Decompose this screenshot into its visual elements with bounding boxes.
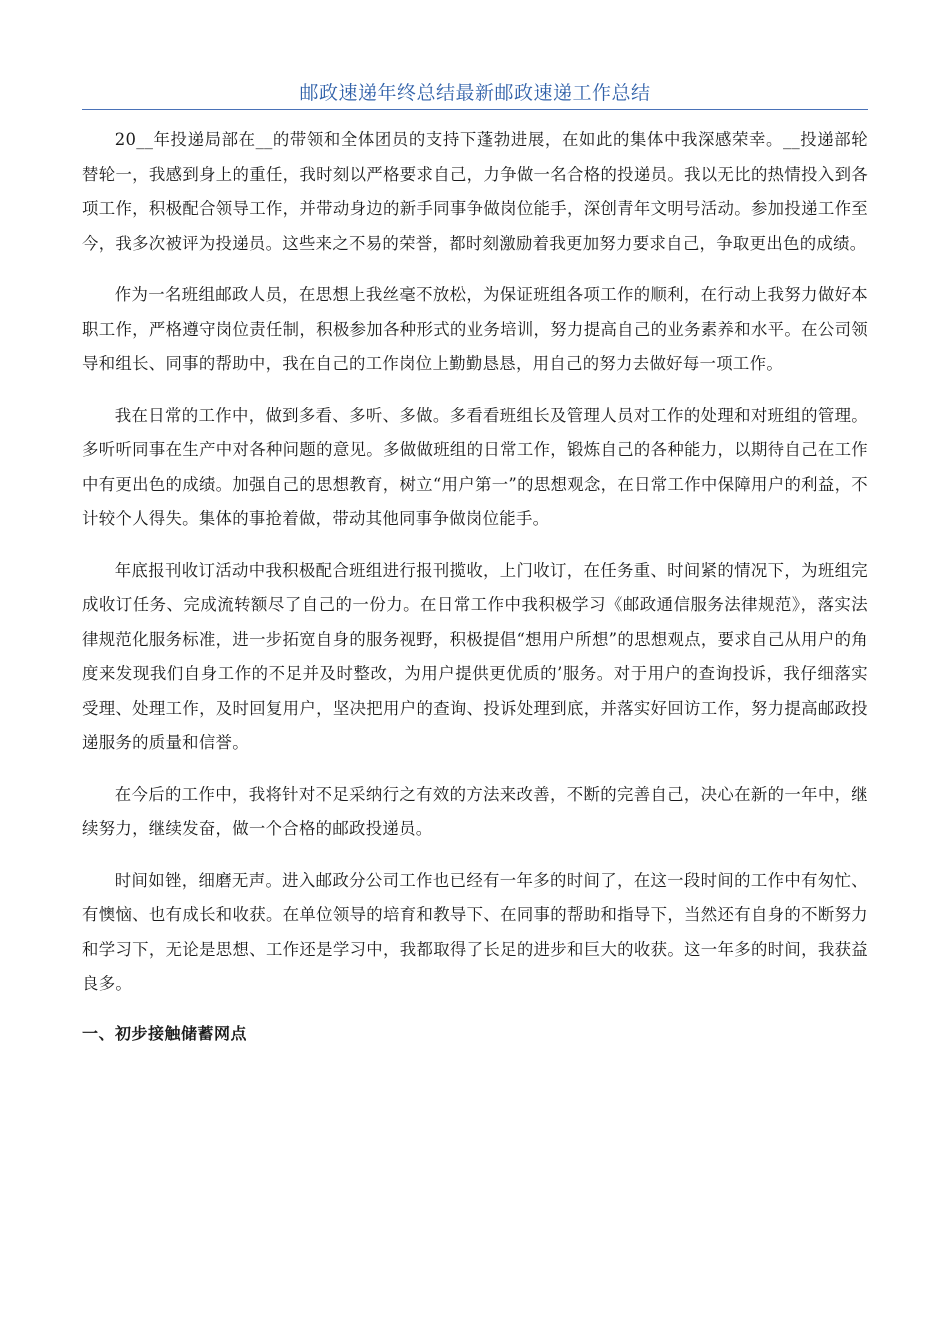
body-paragraph: 20__年投递局部在__的带领和全体团员的支持下蓬勃进展，在如此的集体中我深感荣幸。__投递部轮替轮一，我感到身上的重任，我时刻以严格要求自己，力争做一名合格的投递员。我以无比的热情投入到各项工作，积极配合领导工作，并带动身边的新手同事争做岗位能手，深创青年文明号活动。参加投递工作至今，我多次被评为投递员。这些来之不易的荣誉，都时刻激励着我更加努力要求自己，争取更出色的成绩。 — [82, 130, 868, 253]
section-heading: 一、初步接触储蓄网点 — [82, 1023, 248, 1043]
body-paragraph: 年底报刊收订活动中我积极配合班组进行报刊揽收，上门收订，在任务重、时间紧的情况下，为班组完成收订任务、完成流转额尽了自己的一份力。在日常工作中我积极学习《邮政通信服务法律规范》，落实法律规范化服务标准，进一步拓宽自身的服务视野，积极提倡“想用户所想”的思想观点，要求自己从用户的角度来发现我们自身工作的不足并及时整改，为用户提供更优质的’服务。对于用户的查询投诉，我仔细落实受理、处理工作，及时回复用户，坚决把用户的查询、投诉处理到底，并落实好回访工作，努力提高邮政投递服务的质量和信誉。 — [82, 560, 868, 752]
document-page — [82, 0, 868, 1049]
body-paragraph: 时间如锉，细磨无声。进入邮政分公司工作也已经有一年多的时间了，在这一段时间的工作中有匆忙、有懊恼、也有成长和收获。在单位领导的培育和教导下、在同事的帮助和指导下，当然还有自身的不断努力和学习下，无论是思想、工作还是学习中，我都取得了长足的进步和巨大的收获。这一年多的时间，我获益良多。 — [82, 870, 868, 993]
body-paragraph: 作为一名班组邮政人员，在思想上我丝毫不放松，为保证班组各项工作的顺利，在行动上我努力做好本职工作，严格遵守岗位责任制，积极参加各种形式的业务培训，努力提高自己的业务素养和水平。在公司领导和组长、同事的帮助中，我在自己的工作岗位上勤勤恳恳，用自己的努力去做好每一项工作。 — [82, 285, 868, 373]
body-paragraph: 在今后的工作中，我将针对不足采纳行之有效的方法来改善，不断的完善自己，决心在新的一年中，继续努力，继续发奋，做一个合格的邮政投递员。 — [82, 784, 868, 838]
body-paragraph: 我在日常的工作中，做到多看、多听、多做。多看看班组长及管理人员对工作的处理和对班组的管理。多听听同事在生产中对各种问题的意见。多做做班组的日常工作，锻炼自己的各种能力，以期待自己在工作中有更出色的成绩。加强自己的思想教育，树立“用户第一”的思想观念，在日常工作中保障用户的利益，不计较个人得失。集体的事抢着做，带动其他同事争做岗位能手。 — [82, 405, 868, 528]
document-body — [82, 123, 868, 1049]
document-header-title: 邮政速递年终总结最新邮政速递工作总结 — [82, 80, 868, 110]
